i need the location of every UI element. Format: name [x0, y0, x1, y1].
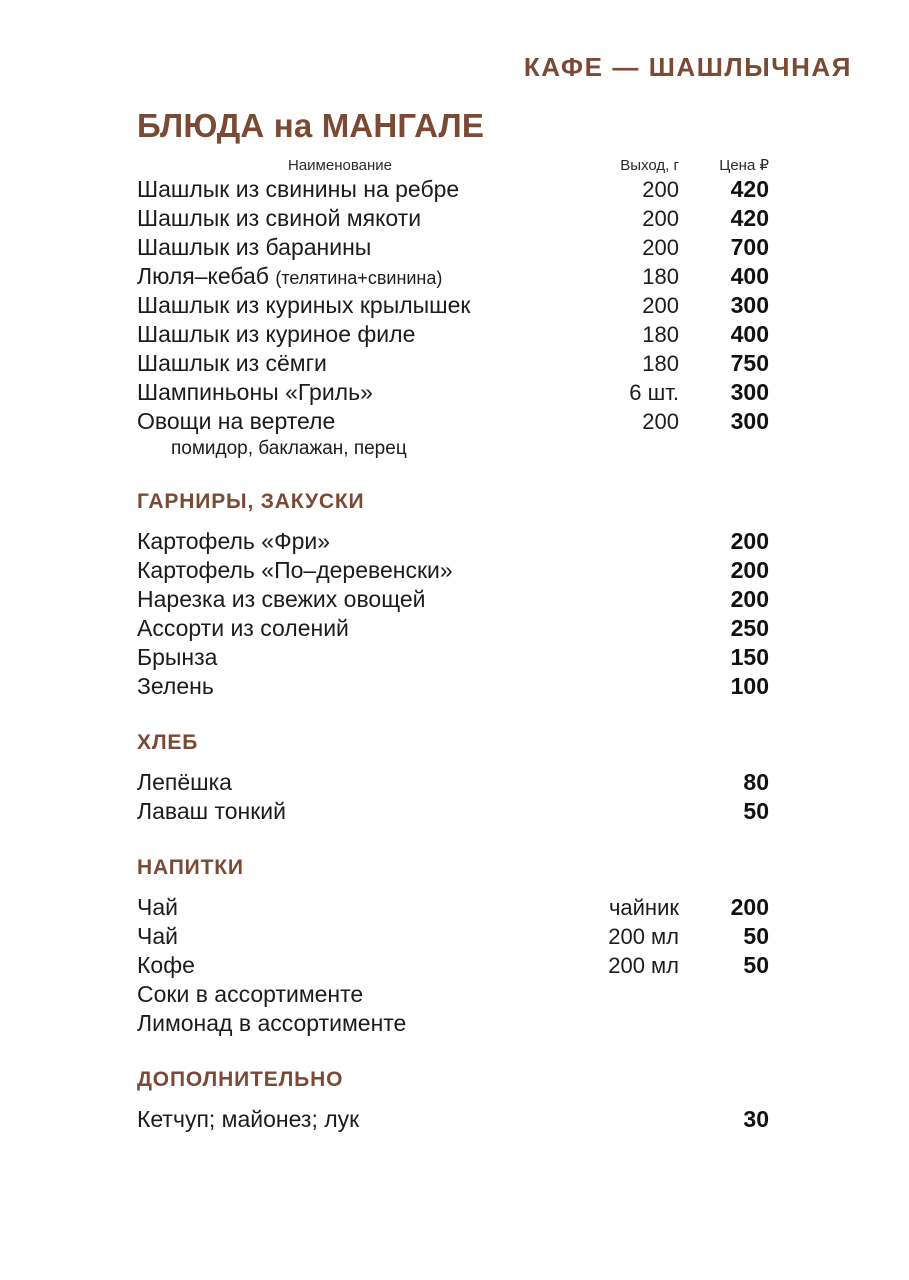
menu-item-list	[137, 527, 769, 701]
menu-item-weight: 6 шт.	[629, 379, 679, 405]
menu-item-name: Шашлык из куриное филе	[137, 320, 416, 347]
menu-item-name: Овощи на вертеле	[137, 407, 336, 434]
menu-item-name-main: Люля–кебаб	[137, 262, 276, 289]
menu-item-list	[137, 175, 769, 460]
menu-item-price: 50	[743, 797, 769, 824]
menu-item-name: Шашлык из баранины	[137, 233, 372, 260]
menu-item-list	[137, 1105, 769, 1134]
menu-item-list	[137, 768, 769, 826]
menu-item-price: 150	[730, 643, 769, 670]
menu-item-weight: 200	[642, 205, 679, 231]
menu-item-row	[137, 1009, 769, 1038]
menu-item-row	[137, 378, 769, 407]
menu-item-row	[137, 951, 769, 980]
menu-item-price: 750	[730, 349, 769, 376]
menu-item-price: 30	[743, 1105, 769, 1132]
column-header-row	[137, 156, 769, 174]
menu-item-weight: 180	[642, 321, 679, 347]
menu-item-row	[137, 922, 769, 951]
menu-item-weight: 180	[642, 350, 679, 376]
menu-item-price: 300	[730, 378, 769, 405]
menu-item-note: помидор, баклажан, перец	[171, 437, 407, 459]
menu-item-name-qualifier: (телятина+свинина)	[275, 267, 443, 288]
menu-item-name: Зелень	[137, 672, 214, 699]
menu-item-weight: 180	[642, 263, 679, 289]
menu-item-name: Нарезка из свежих овощей	[137, 585, 426, 612]
menu-item-row	[137, 556, 769, 585]
menu-item-row	[137, 204, 769, 233]
menu-item-row	[137, 797, 769, 826]
menu-item-name: Лаваш тонкий	[137, 797, 287, 824]
menu-item-row	[137, 585, 769, 614]
menu-item-weight: 200	[642, 176, 679, 202]
menu-item-row	[137, 980, 769, 1009]
menu-item-name: Чай	[137, 922, 178, 949]
menu-section-hleb	[137, 731, 769, 826]
menu-item-name: Лепёшка	[137, 768, 232, 795]
menu-item-price: 420	[730, 204, 769, 231]
menu-section-garniry	[137, 490, 769, 701]
menu-item-name: Шампиньоны «Гриль»	[137, 378, 373, 405]
menu-item-price: 200	[730, 556, 769, 583]
menu-item-weight: 200	[642, 408, 679, 434]
menu-item-row	[137, 768, 769, 797]
menu-item-row	[137, 672, 769, 701]
menu-item-price: 400	[730, 262, 769, 289]
menu-item-name: Кофе	[137, 951, 195, 978]
menu-section-mangal	[137, 175, 769, 460]
menu-item-price: 50	[743, 922, 769, 949]
menu-item-row	[137, 291, 769, 320]
menu-item-price: 300	[730, 291, 769, 318]
menu-sections	[137, 175, 769, 1134]
menu-item-name: Картофель «По–деревенски»	[137, 556, 453, 583]
menu-item-row	[137, 527, 769, 556]
section-heading-napitki: НАПИТКИ	[137, 855, 244, 879]
column-header-weight: Выход, г	[620, 156, 679, 174]
menu-item-price: 50	[743, 951, 769, 978]
menu-item-list	[137, 893, 769, 1038]
menu-item-row	[137, 175, 769, 204]
menu-item-price: 200	[730, 527, 769, 554]
menu-item-price: 700	[730, 233, 769, 260]
menu-item-weight: 200 мл	[608, 952, 679, 978]
menu-item-name: Шашлык из сёмги	[137, 349, 327, 376]
menu-item-price: 80	[743, 768, 769, 795]
menu-item-weight: чайник	[608, 894, 679, 920]
menu-item-price: 200	[730, 585, 769, 612]
section-heading-hleb: ХЛЕБ	[137, 730, 199, 754]
menu-item-name: Ассорти из солений	[137, 614, 349, 641]
page-title: БЛЮДА на МАНГАЛЕ	[137, 107, 485, 144]
menu-content	[137, 106, 769, 1134]
menu-item-price: 420	[730, 175, 769, 202]
menu-item-name: Шашлык из куриных крылышек	[137, 291, 471, 318]
menu-item-weight: 200 мл	[608, 923, 679, 949]
menu-section-dopolnitelno	[137, 1068, 769, 1134]
menu-item-price: 200	[730, 893, 769, 920]
menu-item-row	[137, 262, 769, 291]
section-heading-dopolnitelno: ДОПОЛНИТЕЛЬНО	[137, 1067, 344, 1091]
menu-item-name: Чай	[137, 893, 178, 920]
menu-item-name: Шашлык из свинины на ребре	[137, 175, 460, 202]
menu-item-price: 400	[730, 320, 769, 347]
menu-item-name: Соки в ассортименте	[137, 980, 364, 1007]
menu-item-price: 300	[730, 407, 769, 434]
menu-item-name	[137, 262, 561, 289]
column-header-name: Наименование	[288, 156, 392, 174]
menu-item-name: Шашлык из свиной мякоти	[137, 204, 422, 231]
cafe-brand-header: КАФЕ — ШАШЛЫЧНАЯ	[523, 52, 852, 82]
menu-item-row	[137, 893, 769, 922]
menu-item-name: Лимонад в ассортименте	[137, 1009, 407, 1036]
section-heading-garniry: ГАРНИРЫ, ЗАКУСКИ	[137, 489, 365, 513]
menu-item-row	[137, 320, 769, 349]
column-header-price: Цена ₽	[719, 156, 769, 174]
menu-item-name: Брынза	[137, 643, 218, 670]
menu-item-row	[137, 407, 769, 436]
menu-section-napitki	[137, 856, 769, 1038]
menu-item-row	[137, 614, 769, 643]
menu-item-row	[137, 1105, 769, 1134]
menu-item-name: Картофель «Фри»	[137, 527, 330, 554]
menu-item-name: Кетчуп; майонез; лук	[137, 1105, 360, 1132]
menu-item-price: 100	[730, 672, 769, 699]
menu-item-price: 250	[730, 614, 769, 641]
menu-item-row	[137, 643, 769, 672]
menu-item-row	[137, 233, 769, 262]
menu-item-weight: 200	[642, 234, 679, 260]
menu-item-weight: 200	[642, 292, 679, 318]
menu-item-row	[137, 349, 769, 378]
